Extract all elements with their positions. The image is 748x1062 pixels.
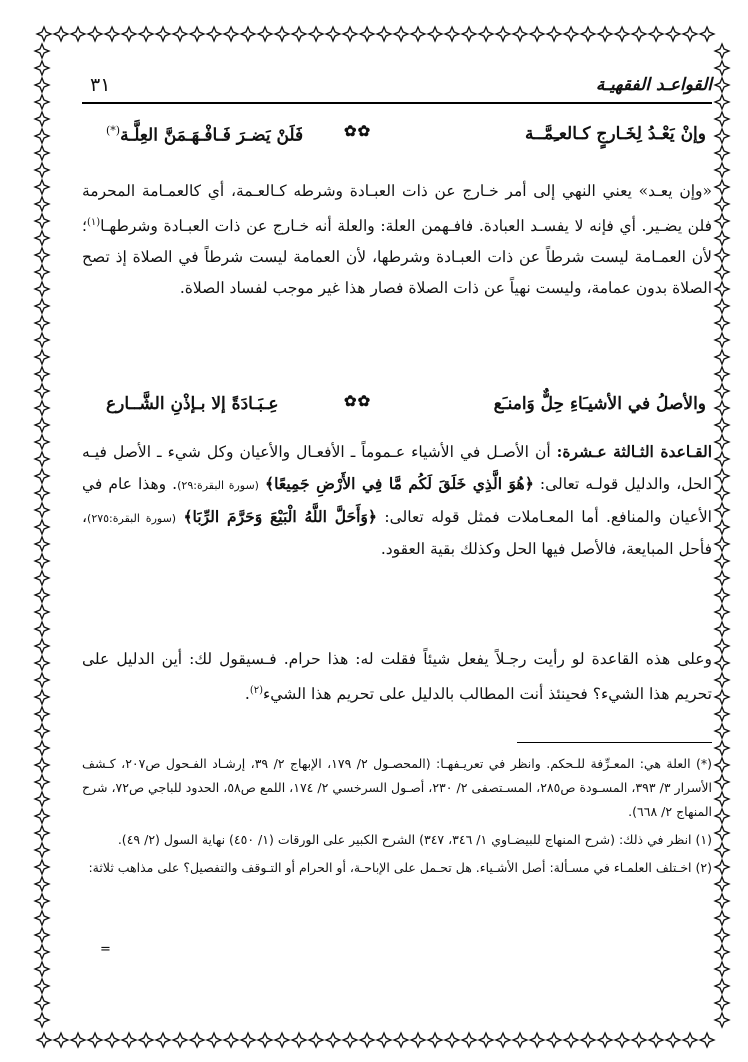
border-ornament-icon xyxy=(35,384,49,398)
border-ornament-icon xyxy=(173,27,187,41)
border-ornament-icon xyxy=(715,894,729,908)
border-ornament-icon xyxy=(190,1033,204,1047)
border-ornament-icon xyxy=(715,316,729,330)
paragraph-explanation xyxy=(82,176,712,304)
paragraph-rule-thirteen xyxy=(82,436,712,565)
border-ornament-icon xyxy=(564,27,578,41)
border-ornament-icon xyxy=(326,1033,340,1047)
border-ornament-icon xyxy=(715,537,729,551)
border-ornament-icon xyxy=(35,350,49,364)
border-ornament-icon xyxy=(35,571,49,585)
border-ornament-icon xyxy=(156,1033,170,1047)
border-ornament-icon xyxy=(479,1033,493,1047)
border-ornament-icon xyxy=(530,27,544,41)
border-ornament-icon xyxy=(496,27,510,41)
verse-separator-icon: ✿✿ xyxy=(344,392,372,410)
border-ornament-icon xyxy=(715,401,729,415)
footnote-marker-star: (*) xyxy=(106,124,121,137)
border-ornament-icon xyxy=(35,129,49,143)
border-ornament-icon xyxy=(35,95,49,109)
border-ornament-icon xyxy=(513,27,527,41)
border-ornament-icon xyxy=(35,61,49,75)
border-ornament-icon xyxy=(715,129,729,143)
border-ornament-icon xyxy=(35,809,49,823)
border-ornament-icon xyxy=(394,1033,408,1047)
border-ornament-icon xyxy=(547,1033,561,1047)
border-ornament-icon xyxy=(377,27,391,41)
border-ornament-icon xyxy=(35,78,49,92)
border-ornament-icon xyxy=(35,792,49,806)
border-ornament-icon xyxy=(35,1013,49,1027)
footnote-ref-2: (٢) xyxy=(249,685,263,696)
border-ornament-icon xyxy=(35,826,49,840)
footnote-ref-1: (١) xyxy=(86,217,101,228)
border-ornament-icon xyxy=(581,1033,595,1047)
rule-term: القـاعدة الثـالثة عـشرة: xyxy=(556,442,712,461)
border-ornament-icon xyxy=(715,707,729,721)
border-ornament-icon xyxy=(122,27,136,41)
border-ornament-icon xyxy=(35,265,49,279)
border-ornament-icon xyxy=(35,163,49,177)
border-ornament-icon xyxy=(615,1033,629,1047)
border-ornament-icon xyxy=(530,1033,544,1047)
border-ornament-icon xyxy=(715,350,729,364)
border-ornament-icon xyxy=(35,282,49,296)
border-ornament-icon xyxy=(360,1033,374,1047)
border-ornament-icon xyxy=(715,520,729,534)
border-ornament-icon xyxy=(35,418,49,432)
paragraph-1-text-a: «وإن يعـد» يعني النهي إلى أمر خـارج عن ذات العبـادة وشرطه كـالعـمة، أي كالعمـامة المحرمة فلن يضـير. أي فإنه لا يفسـد العبادة. فافـهمن العلة: والعلة أنه خـارج عن ذات العبـادة وشرطهـا xyxy=(82,182,712,236)
border-ornament-icon xyxy=(715,282,729,296)
border-ornament-icon xyxy=(35,146,49,160)
border-ornament-icon xyxy=(35,724,49,738)
border-ornament-icon xyxy=(37,27,51,41)
border-ornament-icon xyxy=(35,367,49,381)
border-ornament-icon xyxy=(715,639,729,653)
verse-line-2 xyxy=(82,388,712,422)
border-ornament-icon xyxy=(292,1033,306,1047)
quran-quote-1: ﴿هُوَ الَّذِي خَلَقَ لَكُم مَّا فِي الأَرْضِ جَمِيعًا﴾ xyxy=(265,474,534,493)
border-ornament-icon xyxy=(715,418,729,432)
border-ornament-icon xyxy=(105,27,119,41)
verse-separator-icon: ✿✿ xyxy=(344,122,372,140)
border-ornament-icon xyxy=(35,520,49,534)
border-ornament-icon xyxy=(35,758,49,772)
border-ornament-icon xyxy=(35,962,49,976)
border-ornament-icon xyxy=(632,1033,646,1047)
border-ornament-icon xyxy=(715,758,729,772)
border-ornament-icon xyxy=(35,741,49,755)
border-ornament-icon xyxy=(156,27,170,41)
border-ornament-icon xyxy=(241,1033,255,1047)
border-ornament-icon xyxy=(122,1033,136,1047)
border-ornament-icon xyxy=(715,945,729,959)
border-ornament-icon xyxy=(35,554,49,568)
verse-2-first-hemistich: والأصلُ في الأشيـَاءِ حِلٌّ وَامنـَع xyxy=(493,394,706,414)
border-ornament-icon xyxy=(35,622,49,636)
border-ornament-icon xyxy=(258,1033,272,1047)
border-ornament-icon xyxy=(275,27,289,41)
border-ornament-icon xyxy=(715,554,729,568)
border-ornament-icon xyxy=(207,27,221,41)
border-ornament-icon xyxy=(35,180,49,194)
border-ornament-icon xyxy=(35,979,49,993)
border-ornament-icon xyxy=(615,27,629,41)
border-ornament-icon xyxy=(715,979,729,993)
paragraph-2-text-b: . وهذا عام في الأعيان والمنافع. أما المعـاملات فمثل قوله تعالى: xyxy=(82,475,712,526)
border-ornament-icon xyxy=(173,1033,187,1047)
border-ornament-icon xyxy=(715,1013,729,1027)
border-ornament-icon xyxy=(35,775,49,789)
border-ornament-icon xyxy=(496,1033,510,1047)
border-ornament-icon xyxy=(715,146,729,160)
border-ornament-icon xyxy=(715,928,729,942)
border-ornament-icon xyxy=(479,27,493,41)
border-ornament-icon xyxy=(35,639,49,653)
border-ornament-icon xyxy=(343,1033,357,1047)
footnote-star: (*) العلة هي: المعـرِّفة للـحكم. وانظر في تعريـفهـا: (المحصـول ٢/ ١٧٩، الإبهاج ٢/ ٣٩، إرشـاد الفـحول ص٢٠٧، كـشف الأسرار ٣/ ٣٩٣، المسـودة ص٢٨٥، المسـتصفى ٢/ ٢٣٠، أصـول السرخسي ٢/ ١٧٤، اللمع ص٥٨، الحدود للباجي ص٧٢، شرح المنهاج ٢/ ٦٦٨). xyxy=(82,756,713,819)
border-ornament-icon xyxy=(54,27,68,41)
border-ornament-icon xyxy=(715,435,729,449)
verse-line-1 xyxy=(82,118,712,152)
border-ornament-icon xyxy=(715,588,729,602)
border-ornament-icon xyxy=(715,962,729,976)
border-ornament-icon xyxy=(275,1033,289,1047)
border-ornament-icon xyxy=(715,333,729,347)
running-header xyxy=(82,72,712,104)
border-ornament-icon xyxy=(715,503,729,517)
border-ornament-icon xyxy=(715,843,729,857)
border-ornament-icon xyxy=(445,27,459,41)
border-ornament-icon xyxy=(258,27,272,41)
border-ornament-icon xyxy=(715,741,729,755)
border-ornament-icon xyxy=(715,486,729,500)
border-ornament-icon xyxy=(88,1033,102,1047)
border-ornament-icon xyxy=(35,928,49,942)
border-ornament-icon xyxy=(394,27,408,41)
border-ornament-icon xyxy=(309,27,323,41)
border-ornament-icon xyxy=(35,401,49,415)
border-ornament-icon xyxy=(715,860,729,874)
border-ornament-icon xyxy=(462,1033,476,1047)
border-ornament-icon xyxy=(411,27,425,41)
border-ornament-icon xyxy=(35,673,49,687)
page-number: ٣١ xyxy=(90,74,111,96)
border-ornament-icon xyxy=(35,656,49,670)
footnote-1: (١) انظر في ذلك: (شرح المنهاج للبيضـاوي ١/ ٣٤٦، ٣٤٧) الشرح الكبير على الورقات (١/ ٤٥٠) نهاية السول (٢/ ٤٩). xyxy=(117,832,712,847)
border-ornament-icon xyxy=(35,877,49,891)
book-page xyxy=(82,72,712,1027)
border-ornament-icon xyxy=(715,690,729,704)
border-ornament-icon xyxy=(360,27,374,41)
border-ornament-icon xyxy=(715,265,729,279)
border-ornament-icon xyxy=(513,1033,527,1047)
border-ornament-icon xyxy=(700,27,714,41)
border-ornament-icon xyxy=(428,27,442,41)
quran-quote-2: ﴿وَأَحَلَّ اللَّهُ الْبَيْعَ وَحَرَّمَ الرِّبَا﴾ xyxy=(183,507,377,526)
border-ornament-icon xyxy=(462,27,476,41)
border-ornament-icon xyxy=(377,1033,391,1047)
border-ornament-icon xyxy=(35,537,49,551)
paragraph-2-text-a: أن الأصـل في الأشياء عـموماً ـ الأفعـال والأعيان وكل شيء ـ الأصل فيـه الحل، والدليل قولـه تعالى: xyxy=(82,443,712,493)
border-ornament-icon xyxy=(35,44,49,58)
border-ornament-icon xyxy=(715,163,729,177)
border-ornament-icon xyxy=(715,792,729,806)
border-ornament-icon xyxy=(35,945,49,959)
border-ornament-icon xyxy=(715,78,729,92)
paragraph-3-text-b: . xyxy=(244,685,250,704)
border-ornament-icon xyxy=(343,27,357,41)
border-ornament-icon xyxy=(309,1033,323,1047)
border-ornament-icon xyxy=(35,316,49,330)
border-ornament-icon xyxy=(35,231,49,245)
border-ornament-icon xyxy=(715,384,729,398)
border-ornament-icon xyxy=(71,1033,85,1047)
border-ornament-icon xyxy=(715,95,729,109)
border-ornament-icon xyxy=(715,605,729,619)
border-ornament-icon xyxy=(35,248,49,262)
border-ornament-icon xyxy=(700,1033,714,1047)
border-ornament-icon xyxy=(139,27,153,41)
continuation-mark: = xyxy=(100,942,111,957)
footnote-2: (٢) اخـتلف العلمـاء في مسـألة: أصل الأشـياء. هل تحـمل على الإباحـة، أو الحرام أو التـوقف والتفصيل؟ على مذاهب ثلاثة: xyxy=(88,860,712,875)
border-ornament-icon xyxy=(715,911,729,925)
border-ornament-icon xyxy=(649,27,663,41)
running-title: القواعـد الفقهيـة xyxy=(595,75,712,95)
verse-2-second-hemistich: عِـبَـادَةً إلا بـإذْنِ الشَّــارع xyxy=(106,394,279,414)
border-ornament-icon xyxy=(715,775,729,789)
border-ornament-icon xyxy=(715,214,729,228)
border-ornament-icon xyxy=(88,27,102,41)
border-ornament-icon xyxy=(37,1033,51,1047)
border-ornament-icon xyxy=(715,996,729,1010)
border-ornament-icon xyxy=(715,44,729,58)
border-ornament-icon xyxy=(35,452,49,466)
border-ornament-icon xyxy=(715,571,729,585)
border-ornament-icon xyxy=(35,860,49,874)
quran-citation-2: (سورة البقرة:٢٧٥) xyxy=(87,512,177,525)
border-ornament-icon xyxy=(715,61,729,75)
verse-1-first-hemistich: وإنْ يَعْـدُ لِخَـارجٍ كـالعـِمَّــة xyxy=(524,124,706,144)
border-ornament-icon xyxy=(649,1033,663,1047)
border-ornament-icon xyxy=(715,724,729,738)
border-ornament-icon xyxy=(35,911,49,925)
border-ornament-icon xyxy=(35,197,49,211)
border-ornament-icon xyxy=(598,27,612,41)
border-ornament-icon xyxy=(715,231,729,245)
border-ornament-icon xyxy=(35,894,49,908)
border-ornament-icon xyxy=(666,1033,680,1047)
border-ornament-icon xyxy=(35,588,49,602)
border-ornament-icon xyxy=(35,486,49,500)
border-ornament-icon xyxy=(241,27,255,41)
border-ornament-icon xyxy=(207,1033,221,1047)
border-ornament-icon xyxy=(445,1033,459,1047)
border-ornament-icon xyxy=(411,1033,425,1047)
border-ornament-icon xyxy=(581,27,595,41)
border-ornament-icon xyxy=(35,605,49,619)
border-ornament-icon xyxy=(547,27,561,41)
border-ornament-icon xyxy=(683,1033,697,1047)
border-ornament-icon xyxy=(715,826,729,840)
footnotes xyxy=(82,752,713,957)
border-ornament-icon xyxy=(715,622,729,636)
border-ornament-icon xyxy=(139,1033,153,1047)
border-ornament-icon xyxy=(632,27,646,41)
border-ornament-icon xyxy=(35,690,49,704)
border-ornament-icon xyxy=(715,112,729,126)
border-ornament-icon xyxy=(715,452,729,466)
border-ornament-icon xyxy=(715,656,729,670)
border-ornament-icon xyxy=(598,1033,612,1047)
paragraph-3-text-a: وعلى هذه القاعدة لو رأيت رجـلاً يفعل شيئاً فقلت له: هذا حرام. فـسيقول لك: أين الدليل على تحريم هذا الشيء؟ فحينئذ أنت المطالب بالدليل على تحريم هذا الشيء xyxy=(82,650,712,704)
border-ornament-icon xyxy=(35,707,49,721)
footnote-divider xyxy=(517,742,712,743)
border-ornament-icon xyxy=(224,27,238,41)
border-ornament-icon xyxy=(715,197,729,211)
border-ornament-icon xyxy=(715,248,729,262)
border-ornament-icon xyxy=(35,996,49,1010)
border-ornament-icon xyxy=(35,214,49,228)
border-ornament-icon xyxy=(715,367,729,381)
border-ornament-icon xyxy=(54,1033,68,1047)
border-ornament-icon xyxy=(715,299,729,313)
border-ornament-icon xyxy=(428,1033,442,1047)
border-ornament-icon xyxy=(326,27,340,41)
border-ornament-icon xyxy=(35,112,49,126)
border-ornament-icon xyxy=(564,1033,578,1047)
border-ornament-icon xyxy=(71,27,85,41)
border-ornament-icon xyxy=(715,809,729,823)
paragraph-example xyxy=(82,644,712,710)
border-ornament-icon xyxy=(666,27,680,41)
border-ornament-icon xyxy=(35,333,49,347)
border-ornament-icon xyxy=(292,27,306,41)
border-ornament-icon xyxy=(35,435,49,449)
border-ornament-icon xyxy=(190,27,204,41)
border-ornament-icon xyxy=(715,673,729,687)
verse-1-second-hemistich: فَلَنْ يَضـرَ فَـافْـهَـمَنَّ العِلَّـة(*) xyxy=(106,124,304,146)
border-ornament-icon xyxy=(715,469,729,483)
border-ornament-icon xyxy=(35,503,49,517)
paragraph-2-text-c: ، فأحل المبايعة، فالأصل فيها الحل وكذلك بقية العقود. xyxy=(82,508,712,558)
quran-citation-1: (سورة البقرة:٢٩) xyxy=(177,479,259,492)
border-ornament-icon xyxy=(683,27,697,41)
border-ornament-icon xyxy=(35,843,49,857)
border-ornament-icon xyxy=(224,1033,238,1047)
border-ornament-icon xyxy=(715,877,729,891)
border-ornament-icon xyxy=(715,180,729,194)
border-ornament-icon xyxy=(105,1033,119,1047)
paragraph-1-text-b: ؛ لأن العمـامة ليست شرطاً عن ذات العبـادة وشرطها، لأن العمامة ليست شرطاً في الصلاة إذ تصح الصلاة بدون عمامة، وليست نهياً عن ذات الصلاة فصار هذا غير موجب لفساد الصلاة. xyxy=(82,217,712,298)
border-ornament-icon xyxy=(35,469,49,483)
border-ornament-icon xyxy=(35,299,49,313)
